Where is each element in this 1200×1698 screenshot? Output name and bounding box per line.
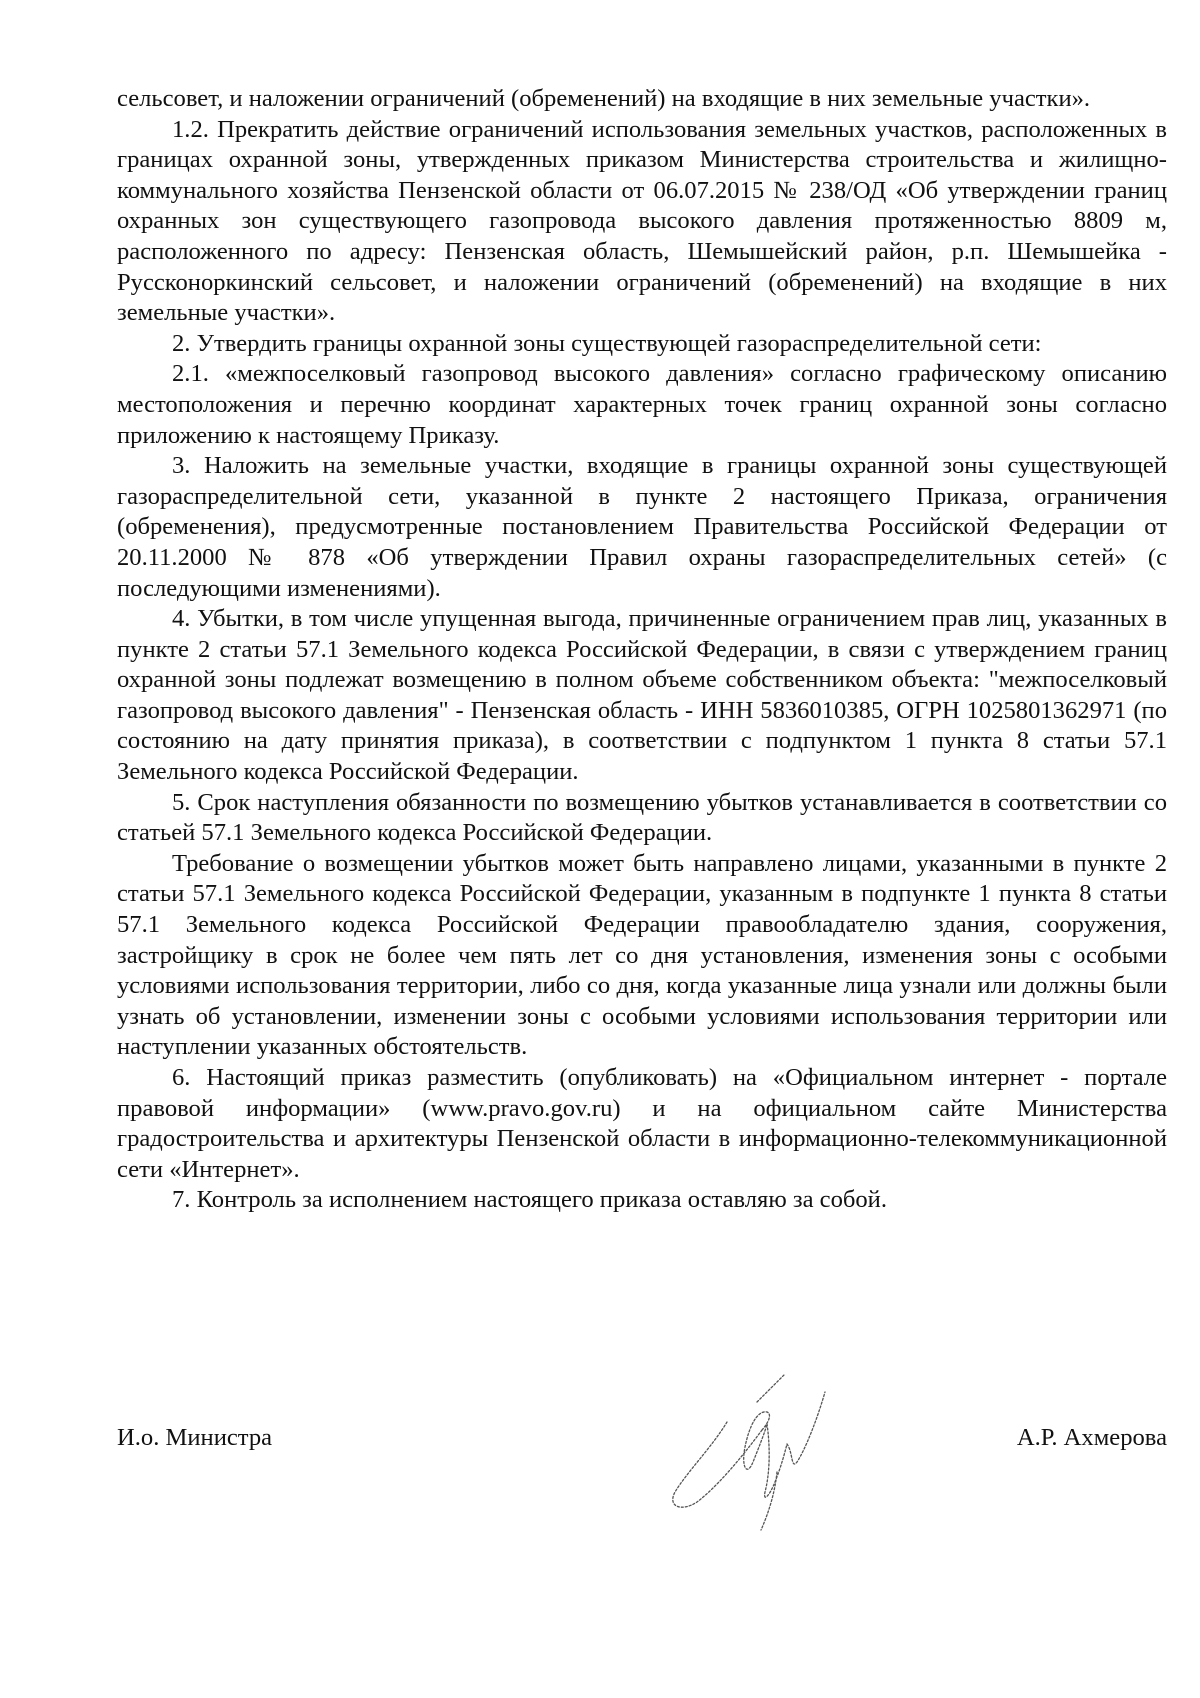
document-body — [117, 84, 1167, 1216]
paragraph-5-requirement: Требование о возмещении убытков может быть направлено лицами, указанными в пункте 2 статьи 57.1 Земельного кодекса Российской Федерации, указанным в подпункте 1 пункта 8 статьи 57.1 Земельного кодекса Российской Федерации правообладателю здания, сооружения, застройщику в срок не более чем пять лет со дня установления, изменения зоны с особыми условиями использования территории, либо со дня, когда указанные лица узнали или должны были узнать об установлении, изменении зоны с особыми условиями использования территории или наступлении указанных обстоятельств. — [117, 849, 1167, 1061]
paragraph-3: 3. Наложить на земельные участки, входящие в границы охранной зоны существующей газораспределительной сети, указанной в пункте 2 настоящего Приказа, ограничения (обременения), предусмотренные постановлением Правительства Российской Федерации от 20.11.2000 № 878 «Об утверждении Правил охраны газораспределительных сетей» (с последующими изменениями). — [117, 452, 1167, 602]
paragraph-continuation: сельсовет, и наложении ограничений (обременений) на входящие в них земельные участки». — [117, 85, 1091, 112]
signer-role: И.о. Министра — [117, 1424, 273, 1451]
paragraph-4: 4. Убытки, в том числе упущенная выгода, причиненные ограничением прав лиц, указанных в пункте 2 статьи 57.1 Земельного кодекса Российской Федерации, в связи с утверждением границ охранной зоны подлежат возмещению в полном объеме собственником объекта: "межпоселковый газопровод высокого давления" - Пензенская область - ИНН 5836010385, ОГРН 1025801362971 (по состоянию на дату принятия приказа), в соответствии с подпунктом 1 пункта 8 статьи 57.1 Земельного кодекса Российской Федерации. — [117, 605, 1167, 786]
paragraph-7: 7. Контроль за исполнением настоящего приказа оставляю за собой. — [172, 1186, 887, 1214]
paragraph-6: 6. Настоящий приказ разместить (опубликовать) на «Официальном интернет - портале правовой информации» (www.pravo.gov.ru) и на официальном сайте Министерства градостроительства и архитектуры Пензенской области в информационно-телекоммуникационной сети «Интернет». — [117, 1064, 1167, 1183]
paragraph-1-2: 1.2. Прекратить действие ограничений использования земельных участков, расположенных в границах охранной зоны, утвержденных приказом Министерства строительства и жилищно-коммунального хозяйства Пензенской области от 06.07.2015 № 238/ОД «Об утверждении границ охранных зон существующего газопровода высокого давления протяженностью 8809 м, расположенного по адресу: Пензенская область, Шемышейский район, р.п. Шемышейка - Руссконоркинский сельсовет, и наложении ограничений (обременений) на входящие в них земельные участки». — [117, 115, 1167, 327]
signature-block — [117, 1410, 1167, 1610]
handwritten-signature-icon — [657, 1352, 847, 1542]
paragraph-2-1: 2.1. «межпоселковый газопровод высокого давления» согласно графическому описанию местоположения и перечню координат характерных точек границ охранной зоны согласно приложению к настоящему Приказу. — [117, 360, 1167, 449]
signer-name: А.Р. Ахмерова — [1016, 1424, 1167, 1451]
paragraph-2: 2. Утвердить границы охранной зоны существующей газораспределительной сети: — [172, 329, 1042, 357]
paragraph-5: 5. Срок наступления обязанности по возмещению убытков устанавливается в соответствии со статьей 57.1 Земельного кодекса Российской Федерации. — [117, 788, 1167, 847]
